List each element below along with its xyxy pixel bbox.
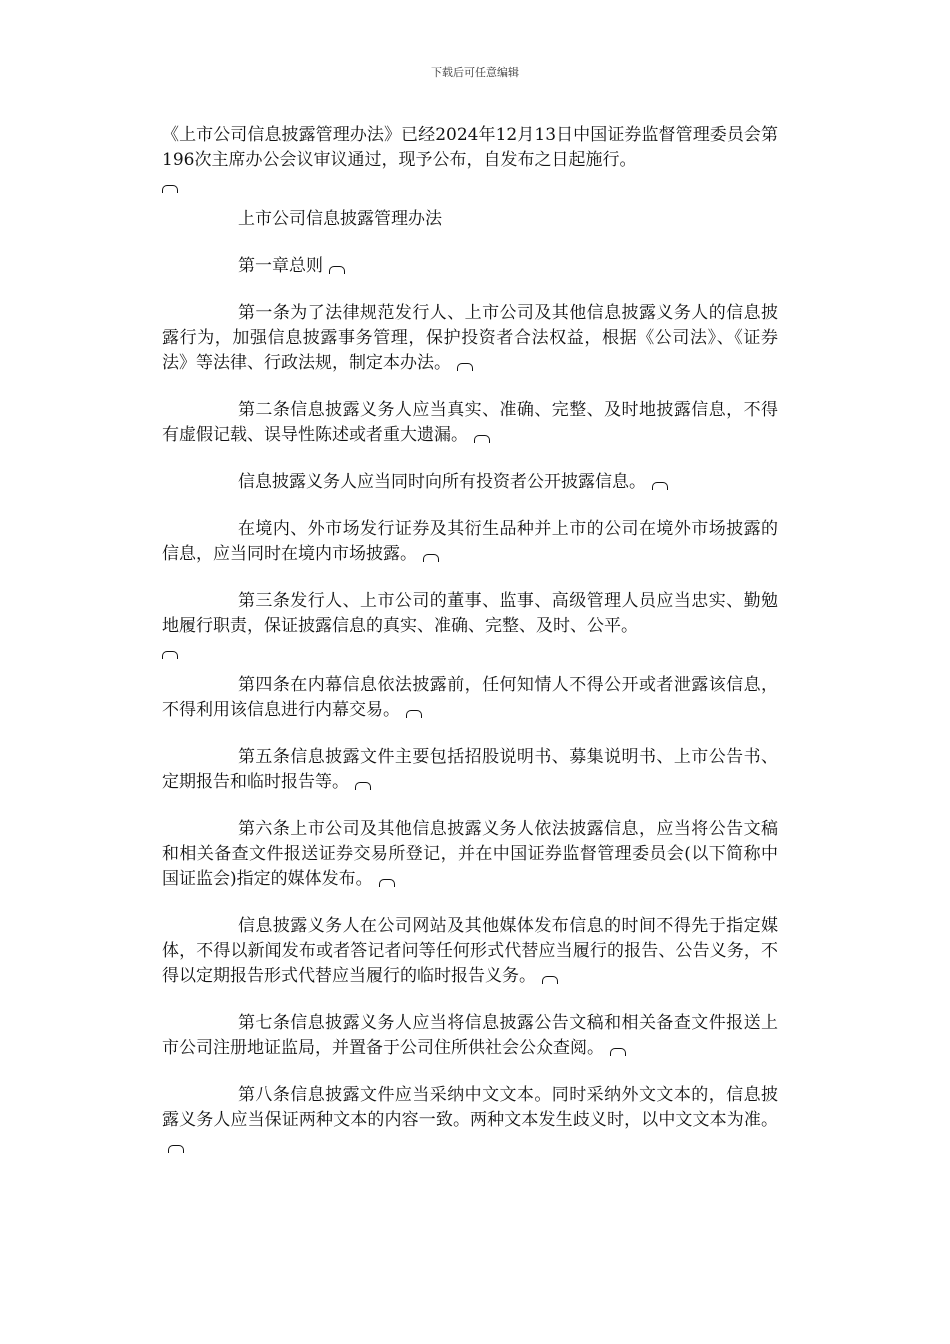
article-3 bbox=[162, 589, 778, 651]
paragraph-text: 第四条在内幕信息依法披露前，任何知情人不得公开或者泄露该信息，不得利用该信息进行内幕交易。 bbox=[162, 675, 778, 720]
article-8 bbox=[162, 1083, 778, 1158]
paragraph-text: 第八条信息披露文件应当采纳中文文本。同时采纳外文文本的，信息披露义务人应当保证两种文本的内容一致。两种文本发生歧义时，以中文文本为准。 bbox=[162, 1085, 778, 1130]
paragraph-text: 在境内、外市场发行证券及其衍生品种并上市的公司在境外市场披露的信息，应当同时在境内市场披露。 bbox=[162, 519, 778, 564]
paragraph-mark-icon bbox=[162, 185, 178, 193]
article-2-clause-2 bbox=[162, 470, 778, 495]
paragraph-mark-icon bbox=[379, 879, 395, 887]
paragraph-mark-icon bbox=[423, 554, 439, 562]
article-7 bbox=[162, 1011, 778, 1061]
paragraph-mark-icon bbox=[652, 482, 668, 490]
paragraph-text: 第二条信息披露义务人应当真实、准确、完整、及时地披露信息，不得有虚假记载、误导性陈述或者重大遗漏。 bbox=[162, 400, 778, 445]
paragraph-mark-icon bbox=[329, 266, 345, 274]
paragraph-text: 上市公司信息披露管理办法 bbox=[238, 209, 442, 229]
article-2-clause-3 bbox=[162, 517, 778, 567]
paragraph-mark-icon bbox=[168, 1145, 184, 1153]
chapter-heading bbox=[162, 254, 778, 279]
document-title bbox=[162, 207, 778, 232]
article-2 bbox=[162, 398, 778, 448]
paragraph-text: 第一章总则 bbox=[238, 256, 323, 276]
paragraph-mark-icon bbox=[406, 710, 422, 718]
paragraph-announcement bbox=[162, 123, 778, 185]
paragraph-mark-icon bbox=[162, 651, 178, 659]
page-header-note: 下载后可任意编辑 bbox=[431, 66, 519, 79]
article-6-clause-2 bbox=[162, 914, 778, 989]
article-6 bbox=[162, 817, 778, 892]
paragraph-text: 第七条信息披露义务人应当将信息披露公告文稿和相关备查文件报送上市公司注册地证监局，并置备于公司住所供社会公众查阅。 bbox=[162, 1013, 778, 1058]
article-4 bbox=[162, 673, 778, 723]
paragraph-mark-icon bbox=[457, 363, 473, 371]
paragraph-text: 第三条发行人、上市公司的董事、监事、高级管理人员应当忠实、勤勉地履行职责，保证披露信息的真实、准确、完整、及时、公平。 bbox=[162, 591, 778, 636]
document-body bbox=[162, 123, 778, 1180]
article-5 bbox=[162, 745, 778, 795]
article-1 bbox=[162, 301, 778, 376]
paragraph-text: 信息披露义务人应当同时向所有投资者公开披露信息。 bbox=[238, 472, 646, 492]
paragraph-text: 第五条信息披露文件主要包括招股说明书、募集说明书、上市公告书、定期报告和临时报告等。 bbox=[162, 747, 778, 792]
paragraph-text: 信息披露义务人在公司网站及其他媒体发布信息的时间不得先于指定媒体，不得以新闻发布或者答记者问等任何形式代替应当履行的报告、公告义务，不得以定期报告形式代替应当履行的临时报告义务。 bbox=[162, 916, 778, 986]
paragraph-text: 第一条为了法律规范发行人、上市公司及其他信息披露义务人的信息披露行为，加强信息披露事务管理，保护投资者合法权益，根据《公司法》、《证券法》等法律、行政法规，制定本办法。 bbox=[162, 303, 778, 373]
paragraph-mark-icon bbox=[610, 1048, 626, 1056]
paragraph-mark-icon bbox=[542, 976, 558, 984]
paragraph-mark-icon bbox=[474, 435, 490, 443]
paragraph-mark-icon bbox=[355, 782, 371, 790]
paragraph-text: 第六条上市公司及其他信息披露义务人依法披露信息，应当将公告文稿和相关备查文件报送证券交易所登记，并在中国证券监督管理委员会(以下简称中国证监会)指定的媒体发布。 bbox=[162, 819, 778, 889]
paragraph-text: 《上市公司信息披露管理办法》已经2024年12月13日中国证券监督管理委员会第196次主席办公会议审议通过，现予公布，自发布之日起施行。 bbox=[162, 125, 778, 170]
